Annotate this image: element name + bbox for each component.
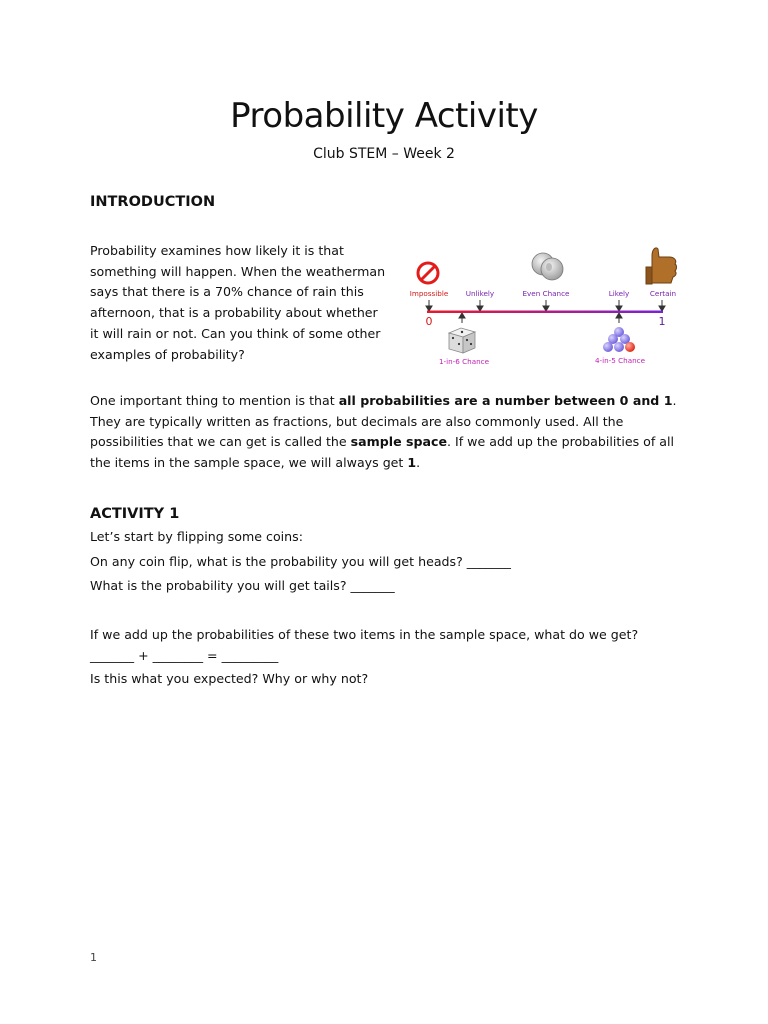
balls-icon	[603, 327, 635, 352]
probability-line	[427, 311, 663, 314]
thumbs-up-icon	[646, 248, 677, 284]
no-sign-icon	[418, 263, 438, 283]
activity1-line-2: On any coin flip, what is the probability you will get heads? _______	[90, 554, 511, 569]
para2-text-4: .	[416, 455, 421, 471]
scale-label-impossible: Impossible	[409, 289, 449, 298]
activity1-line-3: What is the probability you will get tails? _______	[90, 578, 395, 593]
activity1-line-1: Let’s start by flipping some coins:	[90, 529, 303, 544]
para2-text-3: . If we add up the probabilities of all the items in the sample space, we will always get	[90, 434, 674, 471]
die-icon	[449, 328, 475, 353]
scale-end-zero: 0	[425, 315, 433, 328]
scale-label-unlikely: Unlikely	[465, 289, 495, 298]
scale-end-one: 1	[658, 315, 666, 328]
page-number: 1	[90, 951, 97, 964]
activity1-line-5: _______ + ________ = _________	[90, 648, 279, 663]
probability-scale-image	[405, 243, 680, 370]
introduction-heading: INTRODUCTION	[90, 194, 216, 210]
para2-text-2: . They are typically written as fractions, but decimals are also commonly used. All the possibilities that we can get is called the	[90, 393, 677, 450]
coins-icon	[532, 253, 563, 280]
para2-bold-one: 1	[407, 455, 417, 471]
scale-label-even-chance: Even Chance	[522, 289, 570, 298]
activity1-line-4: If we add up the probabilities of these two items in the sample space, what do we get?	[90, 627, 639, 642]
para2-bold-range: all probabilities are a number between 0 and 1	[338, 393, 673, 408]
introduction-paragraph: Probability examines how likely it is that something will happen. When the weatherman says that there is a 70% chance of rain this afternoon, that is a probability about whether it will rain or not. Can you think of some other examples of probability?	[90, 243, 386, 362]
activity1-line-6: Is this what you expected? Why or why not?	[90, 671, 369, 686]
activity1-heading: ACTIVITY 1	[90, 506, 180, 522]
para2-text-1: One important thing to mention is that	[90, 393, 339, 408]
para2-bold-sample-space: sample space	[350, 434, 448, 450]
scale-label-1-in-6: 1-in-6 Chance	[438, 357, 490, 366]
scale-label-certain: Certain	[649, 289, 677, 298]
page-subtitle: Club STEM – Week 2	[313, 146, 455, 162]
scale-label-4-in-5: 4-in-5 Chance	[594, 356, 646, 365]
probability-range-paragraph	[90, 391, 682, 474]
page-title: Probability Activity	[230, 96, 538, 136]
scale-label-likely: Likely	[608, 289, 630, 298]
